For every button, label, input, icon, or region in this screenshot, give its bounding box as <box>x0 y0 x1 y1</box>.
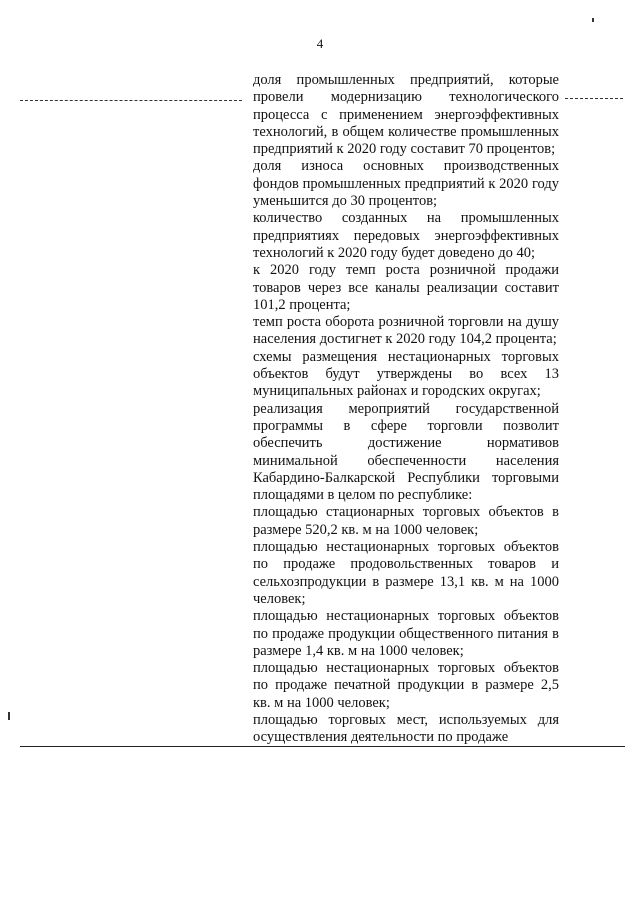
body-text <box>253 72 559 747</box>
scan-artifact-mark-right <box>592 18 594 22</box>
paragraph: площадью стационарных торговых объектов в размере 520,2 кв. м на 1000 человек; <box>253 504 559 538</box>
paragraph: площадью нестационарных торговых объектов по продаже печатной продукции в размере 2,5 кв. м на 1000 человек; <box>253 660 559 711</box>
page-number: 4 <box>316 36 324 51</box>
paragraph: площадью нестационарных торговых объектов по продаже продукции общественного питания в размере 1,4 кв. м на 1000 человек; <box>253 608 559 659</box>
scan-artifact-top-left <box>20 100 242 102</box>
paragraph: реализация мероприятий государственной программы в сфере торговли позволит обеспечить достижение нормативов минимальной обеспеченности населения Кабардино-Балкарской Республики торговыми площадями в целом по республике: <box>253 400 559 504</box>
paragraph: площадью нестационарных торговых объектов по продаже продовольственных товаров и сельхозпродукции в размере 13,1 кв. м на 1000 человек; <box>253 539 559 607</box>
paragraph: доля промышленных предприятий, которые провели модернизацию технологического процесса с применением энергоэффективных технологий, в общем количестве промышленных предприятий к 2020 году составит 70 процентов; <box>253 72 559 158</box>
scan-artifact-top-right <box>565 98 623 100</box>
paragraph: доля износа основных производственных фондов промышленных предприятий к 2020 году уменьшится до 30 процентов; <box>253 158 559 210</box>
paragraph: площадью торговых мест, используемых для осуществления деятельности по продаже <box>253 711 559 746</box>
paragraph: схемы размещения нестационарных торговых объектов будут утверждены во всех 13 муниципальных районах и городских округах; <box>253 348 559 400</box>
paragraph: к 2020 году темп роста розничной продажи товаров через все каналы реализации составит 101,2 процента; <box>253 262 559 313</box>
scan-artifact-mark-left <box>8 712 10 720</box>
paragraph: темп роста оборота розничной торговли на душу населения достигнет к 2020 году 104,2 процента; <box>253 314 559 348</box>
paragraph: количество созданных на промышленных предприятиях передовых энергоэффективных технологий к 2020 году будет доведено до 40; <box>253 210 559 261</box>
